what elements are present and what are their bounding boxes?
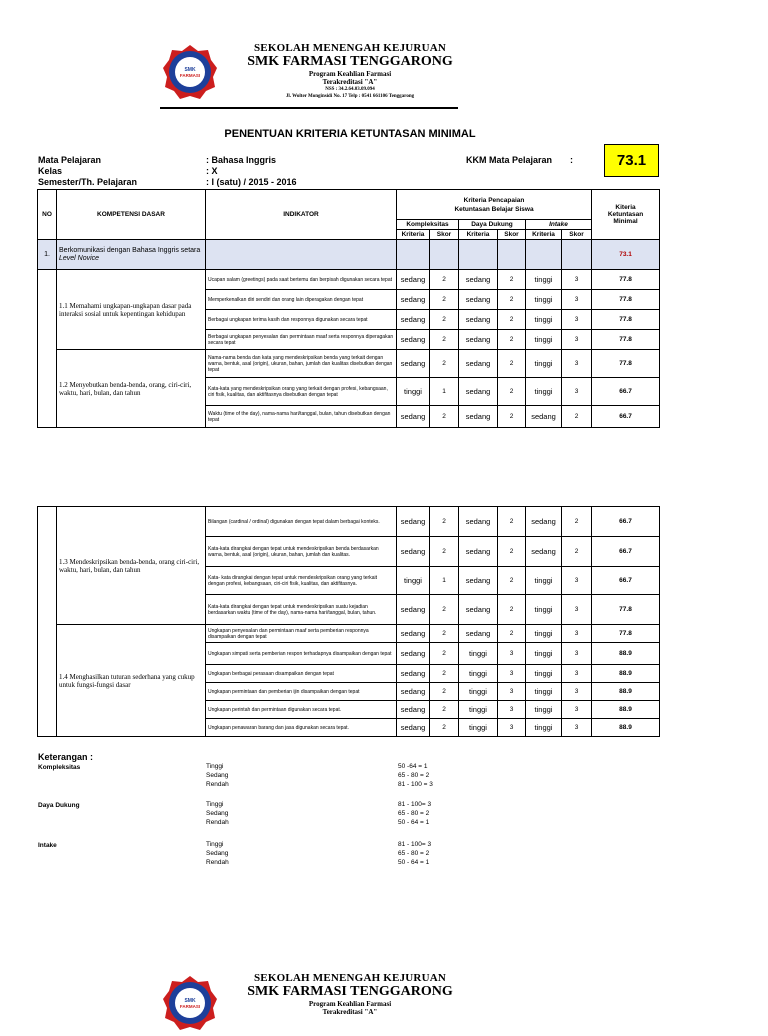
kkm-cell: 66.7: [592, 537, 660, 567]
header-kriteria: [397, 190, 592, 220]
daya-dukung-kriteria: sedang: [459, 330, 498, 350]
header-kd: KOMPETENSI DASAR: [57, 190, 206, 240]
akreditasi: Terakreditasi "A": [322, 78, 378, 86]
indikator-cell: Waktu (time of the day), nama-nama hari/tanggal, bulan, tahun disebutkan dengan tepat: [206, 406, 397, 428]
header-daya-dukung: Daya Dukung: [459, 220, 526, 230]
sk-empty: [459, 240, 498, 270]
intake-kriteria: tinggi: [526, 350, 562, 378]
daya-dukung-kriteria: sedang: [459, 290, 498, 310]
header-kriteria-1: Kriteria: [397, 230, 430, 240]
kd-cell: 1.4 Menghasilkan tuturan sederhana yang cukup untuk fungsi-fungsi dasar: [57, 625, 206, 737]
keterangan-item-range: 65 - 80 = 2: [398, 810, 430, 817]
kompleksitas-skor: 2: [430, 665, 459, 683]
daya-dukung-kriteria: sedang: [459, 310, 498, 330]
indikator-cell: Ucapan salam (greetings) pada saat bertemu dan berpisah digunakan secara tepat: [206, 270, 397, 290]
header-kriteria-line2: Ketuntasan Belajar Siswa: [454, 205, 534, 213]
daya-dukung-kriteria: sedang: [459, 406, 498, 428]
kkm-cell: 66.7: [592, 567, 660, 595]
svg-text:FARMASI: FARMASI: [179, 1004, 201, 1009]
mapel-label: Mata Pelajaran: [38, 155, 102, 165]
daya-dukung-kriteria: tinggi: [459, 701, 498, 719]
kkm-cell: 77.8: [592, 310, 660, 330]
part1-body: [38, 270, 660, 428]
intake-kriteria: tinggi: [526, 310, 562, 330]
intake-skor: 3: [562, 625, 592, 643]
kompleksitas-kriteria: sedang: [397, 683, 430, 701]
kompleksitas-kriteria: sedang: [397, 330, 430, 350]
intake-kriteria: tinggi: [526, 625, 562, 643]
kkm-cell: 77.8: [592, 270, 660, 290]
kompleksitas-skor: 2: [430, 310, 459, 330]
keterangan-item-name: Sedang: [206, 810, 229, 817]
kompleksitas-kriteria: sedang: [397, 537, 430, 567]
school-logo-2: [162, 975, 218, 1031]
table-row: [38, 507, 660, 537]
indikator-cell: Kata- kata dirangkai dengan tepat untuk mendeskripsikan orang yang terkait dengan profesi, kebangsaan, ciri-ciri fisik, kualitas, dan aktifitasnya.: [206, 567, 397, 595]
intake-skor: 2: [562, 507, 592, 537]
school-type: SEKOLAH MENENGAH KEJURUAN: [253, 42, 447, 54]
kompleksitas-kriteria: tinggi: [397, 567, 430, 595]
kkm-cell: 88.9: [592, 701, 660, 719]
kd-cell: 1.3 Mendeskripsikan benda-benda, orang ciri-ciri, waktu, hari, bulan, dan tahun: [57, 507, 206, 625]
kompleksitas-skor: 2: [430, 701, 459, 719]
intake-kriteria: sedang: [526, 507, 562, 537]
keterangan-group-label: Intake: [38, 842, 57, 849]
indikator-cell: Ungkapan penawaran barang dan jasa digunakan secara tepat.: [206, 719, 397, 737]
sk-empty: [526, 240, 562, 270]
intake-skor: 2: [562, 537, 592, 567]
no-cell-empty: [38, 507, 57, 737]
kkm-colon: :: [570, 155, 573, 165]
daya-dukung-kriteria: tinggi: [459, 665, 498, 683]
kkm-cell: 88.9: [592, 683, 660, 701]
intake-skor: 3: [562, 567, 592, 595]
intake-skor: 2: [562, 406, 592, 428]
kop-header: [220, 42, 480, 99]
keterangan-item-range: 50 - 64 = 1: [398, 819, 430, 826]
indikator-cell: Kata-kata dirangkai dengan tepat untuk mendeskripsikan suatu kejadian berdasarkan waktu (time of the day), nama-nama hari/tanggal, bulan, tahun.: [206, 595, 397, 625]
kompleksitas-kriteria: sedang: [397, 350, 430, 378]
indikator-cell: Berbagai ungkapan terima kasih dan responnya digunakan secara tepat: [206, 310, 397, 330]
daya-dukung-skor: 2: [498, 537, 526, 567]
daya-dukung-skor: 3: [498, 665, 526, 683]
sk-empty: [498, 240, 526, 270]
program-keahlian-2: Program Keahlian Farmasi: [308, 1000, 392, 1008]
kkm-table-part2: [37, 506, 660, 737]
no-cell-empty: [38, 270, 57, 428]
indikator-cell: Ungkapan perintah dan permintaan digunakan secara tepat.: [206, 701, 397, 719]
intake-skor: 3: [562, 378, 592, 406]
kelas-value: : X: [206, 166, 218, 176]
sk-empty: [206, 240, 397, 270]
intake-kriteria: tinggi: [526, 595, 562, 625]
kd-cell: 1.2 Menyebutkan benda-benda, orang, ciri-ciri, waktu, hari, bulan, dan tahun: [57, 350, 206, 428]
sk-text: [57, 240, 206, 270]
keterangan-item-range: 81 - 100= 3: [398, 801, 432, 808]
intake-kriteria: tinggi: [526, 665, 562, 683]
sk-empty: [562, 240, 592, 270]
intake-skor: 3: [562, 350, 592, 378]
keterangan-item-name: Rendah: [206, 819, 229, 826]
kkm-cell: 88.9: [592, 719, 660, 737]
keterangan-group-label: Daya Dukung: [38, 802, 80, 809]
akreditasi-2: Terakreditasi "A": [322, 1008, 378, 1016]
daya-dukung-kriteria: sedang: [459, 507, 498, 537]
keterangan-item-name: Sedang: [206, 772, 229, 779]
daya-dukung-kriteria: sedang: [459, 378, 498, 406]
intake-skor: 3: [562, 270, 592, 290]
header-kkm-line1: Kiteria: [615, 204, 636, 211]
intake-kriteria: tinggi: [526, 719, 562, 737]
indikator-cell: Nama-nama benda dan kata yang mendeskripsikan benda yang terkait dengan warna, bentuk, asal (origin), ukuran, bahan, jumlah dan kualitas disebutkan dengan tepat: [206, 350, 397, 378]
svg-text:SMK: SMK: [184, 67, 196, 73]
keterangan-item-range: 81 - 100= 3: [398, 841, 432, 848]
kkm-label: KKM Mata Pelajaran: [466, 155, 553, 165]
header-kriteria-2: Kriteria: [459, 230, 498, 240]
kd-cell: 1.1 Memahami ungkapan-ungkapan dasar pada interaksi sosial untuk kepentingan kehidupan: [57, 270, 206, 350]
daya-dukung-skor: 3: [498, 719, 526, 737]
kompleksitas-skor: 2: [430, 350, 459, 378]
keterangan-item-range: 65 - 80 = 2: [398, 850, 430, 857]
daya-dukung-skor: 2: [498, 595, 526, 625]
part2-body: [38, 507, 660, 737]
intake-skor: 3: [562, 643, 592, 665]
kkm-cell: 77.8: [592, 625, 660, 643]
kompleksitas-skor: 2: [430, 683, 459, 701]
intake-skor: 3: [562, 290, 592, 310]
table-row: [38, 625, 660, 643]
kompleksitas-skor: 2: [430, 290, 459, 310]
kompleksitas-skor: 1: [430, 567, 459, 595]
kkm-cell: 66.7: [592, 378, 660, 406]
kompleksitas-skor: 2: [430, 625, 459, 643]
document-title: PENENTUAN KRITERIA KETUNTASAN MINIMAL: [224, 128, 476, 140]
indikator-cell: Ungkapan permintaan dan pemberian ijin disampaikan dengan tepat: [206, 683, 397, 701]
kkm-cell: 66.7: [592, 507, 660, 537]
school-type-2: SEKOLAH MENENGAH KEJURUAN: [253, 972, 447, 984]
indikator-cell: Ungkapan simpati serta pemberian respon terhadapnya disampaikan dengan tepat: [206, 643, 397, 665]
intake-skor: 3: [562, 330, 592, 350]
intake-kriteria: tinggi: [526, 567, 562, 595]
kkm-cell: 77.8: [592, 350, 660, 378]
sk-text-line1: Berkomunikasi dengan Bahasa Inggris setara: [59, 246, 201, 254]
keterangan-item-name: Rendah: [206, 859, 229, 866]
daya-dukung-skor: 2: [498, 350, 526, 378]
kompleksitas-kriteria: sedang: [397, 665, 430, 683]
kkm-cell: 88.9: [592, 643, 660, 665]
intake-skor: 3: [562, 310, 592, 330]
intake-skor: 3: [562, 701, 592, 719]
header-intake: Intake: [526, 220, 592, 230]
kompleksitas-kriteria: sedang: [397, 290, 430, 310]
daya-dukung-kriteria: sedang: [459, 595, 498, 625]
keterangan-group-label: Kompleksitas: [38, 764, 81, 771]
daya-dukung-kriteria: sedang: [459, 567, 498, 595]
daya-dukung-skor: 2: [498, 625, 526, 643]
indikator-cell: Ungkapan berbagai perasaan disampaikan dengan tepat: [206, 665, 397, 683]
daya-dukung-skor: 2: [498, 310, 526, 330]
sk-kkm: 73.1: [592, 240, 660, 270]
keterangan-item-name: Sedang: [206, 850, 229, 857]
school-name-2: SMK FARMASI TENGGARONG: [247, 984, 453, 999]
intake-kriteria: sedang: [526, 537, 562, 567]
header-kriteria-line1: Kriteria Pencapaian: [463, 196, 525, 204]
semester-value: : I (satu) / 2015 - 2016: [206, 177, 297, 187]
keterangan-item-range: 50 -64 = 1: [398, 763, 428, 770]
kompleksitas-skor: 2: [430, 595, 459, 625]
kompleksitas-kriteria: sedang: [397, 406, 430, 428]
keterangan-item-name: Rendah: [206, 781, 229, 788]
kompleksitas-kriteria: sedang: [397, 270, 430, 290]
kompleksitas-kriteria: sedang: [397, 595, 430, 625]
indikator-cell: Bilangan (cardinal / ordinal) digunakan dengan tepat dalam berbagai konteks.: [206, 507, 397, 537]
sk-text-line2: Level Novice: [59, 254, 100, 262]
sk-empty: [430, 240, 459, 270]
kompleksitas-skor: 2: [430, 507, 459, 537]
header-no: NO: [38, 190, 57, 240]
daya-dukung-skor: 3: [498, 701, 526, 719]
kkm-cell: 88.9: [592, 665, 660, 683]
info-values: [206, 155, 297, 188]
kompleksitas-skor: 2: [430, 270, 459, 290]
keterangan-item-range: 65 - 80 = 2: [398, 772, 430, 779]
header-kkm-line3: Minimal: [613, 218, 638, 225]
semester-label: Semester/Th. Pelajaran: [38, 177, 138, 187]
table-row: [38, 350, 660, 378]
header-indikator: INDIKATOR: [206, 190, 397, 240]
kop-header-2: [220, 972, 480, 1016]
kompleksitas-skor: 2: [430, 643, 459, 665]
kompleksitas-skor: 2: [430, 330, 459, 350]
daya-dukung-skor: 2: [498, 378, 526, 406]
header-kriteria-3: Kriteria: [526, 230, 562, 240]
keterangan-item-range: 81 - 100 = 3: [398, 781, 433, 788]
kompleksitas-skor: 1: [430, 378, 459, 406]
keterangan-item-name: Tinggi: [206, 801, 224, 808]
kkm-table-part1: [37, 189, 660, 428]
indikator-cell: Kata-kata yang mendeskripsikan orang yang terkait dengan profesi, kebangsaan, ciri fisik, kualitas, dan aktifitasnya disebutkan dengan tepat: [206, 378, 397, 406]
indikator-cell: Memperkenalkan diri sendiri dan orang lain diperagakan dengan tepat: [206, 290, 397, 310]
daya-dukung-kriteria: sedang: [459, 270, 498, 290]
indikator-cell: Ungkapan penyesalan dan permintaan maaf serta pemberian responnya disampaikan dengan tepat: [206, 625, 397, 643]
alamat: Jl. Wolter Monginsidi No. 17 Telp : 0541 661106 Tenggarong: [285, 94, 415, 99]
school-logo: [162, 44, 218, 100]
header-skor-1: Skor: [430, 230, 459, 240]
daya-dukung-kriteria: sedang: [459, 625, 498, 643]
header-skor-3: Skor: [562, 230, 592, 240]
daya-dukung-skor: 2: [498, 406, 526, 428]
intake-kriteria: tinggi: [526, 270, 562, 290]
intake-kriteria: tinggi: [526, 643, 562, 665]
kkm-cell: 66.7: [592, 406, 660, 428]
table-row: [38, 270, 660, 290]
indikator-cell: Kata-kata dirangkai dengan tepat untuk mendeskripsikan benda berdasarkan warna, bentuk, asal (origin), ukuran, bahan, jumlah dan kualitas.: [206, 537, 397, 567]
keterangan-title: Keterangan :: [38, 752, 94, 762]
svg-text:FARMASI: FARMASI: [179, 73, 201, 78]
daya-dukung-kriteria: tinggi: [459, 683, 498, 701]
kompleksitas-skor: 2: [430, 406, 459, 428]
header-kkm: [592, 190, 660, 240]
sk-empty: [397, 240, 430, 270]
intake-kriteria: tinggi: [526, 290, 562, 310]
daya-dukung-skor: 2: [498, 330, 526, 350]
intake-skor: 3: [562, 719, 592, 737]
mapel-value: : Bahasa Inggris: [206, 155, 277, 165]
daya-dukung-skor: 3: [498, 643, 526, 665]
intake-kriteria: tinggi: [526, 701, 562, 719]
keterangan-item-name: Tinggi: [206, 841, 224, 848]
kompleksitas-kriteria: sedang: [397, 719, 430, 737]
daya-dukung-skor: 2: [498, 270, 526, 290]
header-skor-2: Skor: [498, 230, 526, 240]
kkm-cell: 77.8: [592, 290, 660, 310]
kop-rule: [160, 107, 458, 109]
daya-dukung-skor: 3: [498, 683, 526, 701]
intake-skor: 3: [562, 665, 592, 683]
kkm-cell: 77.8: [592, 330, 660, 350]
sk-number: 1.: [38, 240, 57, 270]
daya-dukung-skor: 2: [498, 567, 526, 595]
kompleksitas-kriteria: tinggi: [397, 378, 430, 406]
daya-dukung-skor: 2: [498, 290, 526, 310]
kompleksitas-kriteria: sedang: [397, 625, 430, 643]
header-kkm-line2: Ketuntasan: [607, 211, 644, 218]
kompleksitas-kriteria: sedang: [397, 310, 430, 330]
kkm-value-box: 73.1: [604, 144, 659, 177]
indikator-cell: Berbagai ungkapan penyesalan dan permintaan maaf serta responnya diperagakan secara tepat: [206, 330, 397, 350]
daya-dukung-kriteria: sedang: [459, 350, 498, 378]
info-labels: [38, 155, 137, 188]
kkm-cell: 77.8: [592, 595, 660, 625]
kelas-label: Kelas: [38, 166, 63, 176]
daya-dukung-skor: 2: [498, 507, 526, 537]
intake-kriteria: sedang: [526, 406, 562, 428]
intake-kriteria: tinggi: [526, 330, 562, 350]
school-name: SMK FARMASI TENGGARONG: [247, 54, 453, 69]
header-kompleksitas: Kompleksitas: [397, 220, 459, 230]
nss: NSS : 34.2.64.03.09.094: [325, 87, 375, 92]
intake-skor: 3: [562, 595, 592, 625]
kompleksitas-kriteria: sedang: [397, 643, 430, 665]
intake-kriteria: tinggi: [526, 378, 562, 406]
kompleksitas-skor: 2: [430, 719, 459, 737]
daya-dukung-kriteria: tinggi: [459, 643, 498, 665]
svg-text:SMK: SMK: [184, 998, 196, 1004]
daya-dukung-kriteria: sedang: [459, 537, 498, 567]
program-keahlian: Program Keahlian Farmasi: [308, 70, 392, 78]
intake-skor: 3: [562, 683, 592, 701]
kompleksitas-kriteria: sedang: [397, 701, 430, 719]
keterangan-item-range: 50 - 64 = 1: [398, 859, 430, 866]
keterangan-item-name: Tinggi: [206, 763, 224, 770]
intake-kriteria: tinggi: [526, 683, 562, 701]
daya-dukung-kriteria: tinggi: [459, 719, 498, 737]
kompleksitas-kriteria: sedang: [397, 507, 430, 537]
kompleksitas-skor: 2: [430, 537, 459, 567]
